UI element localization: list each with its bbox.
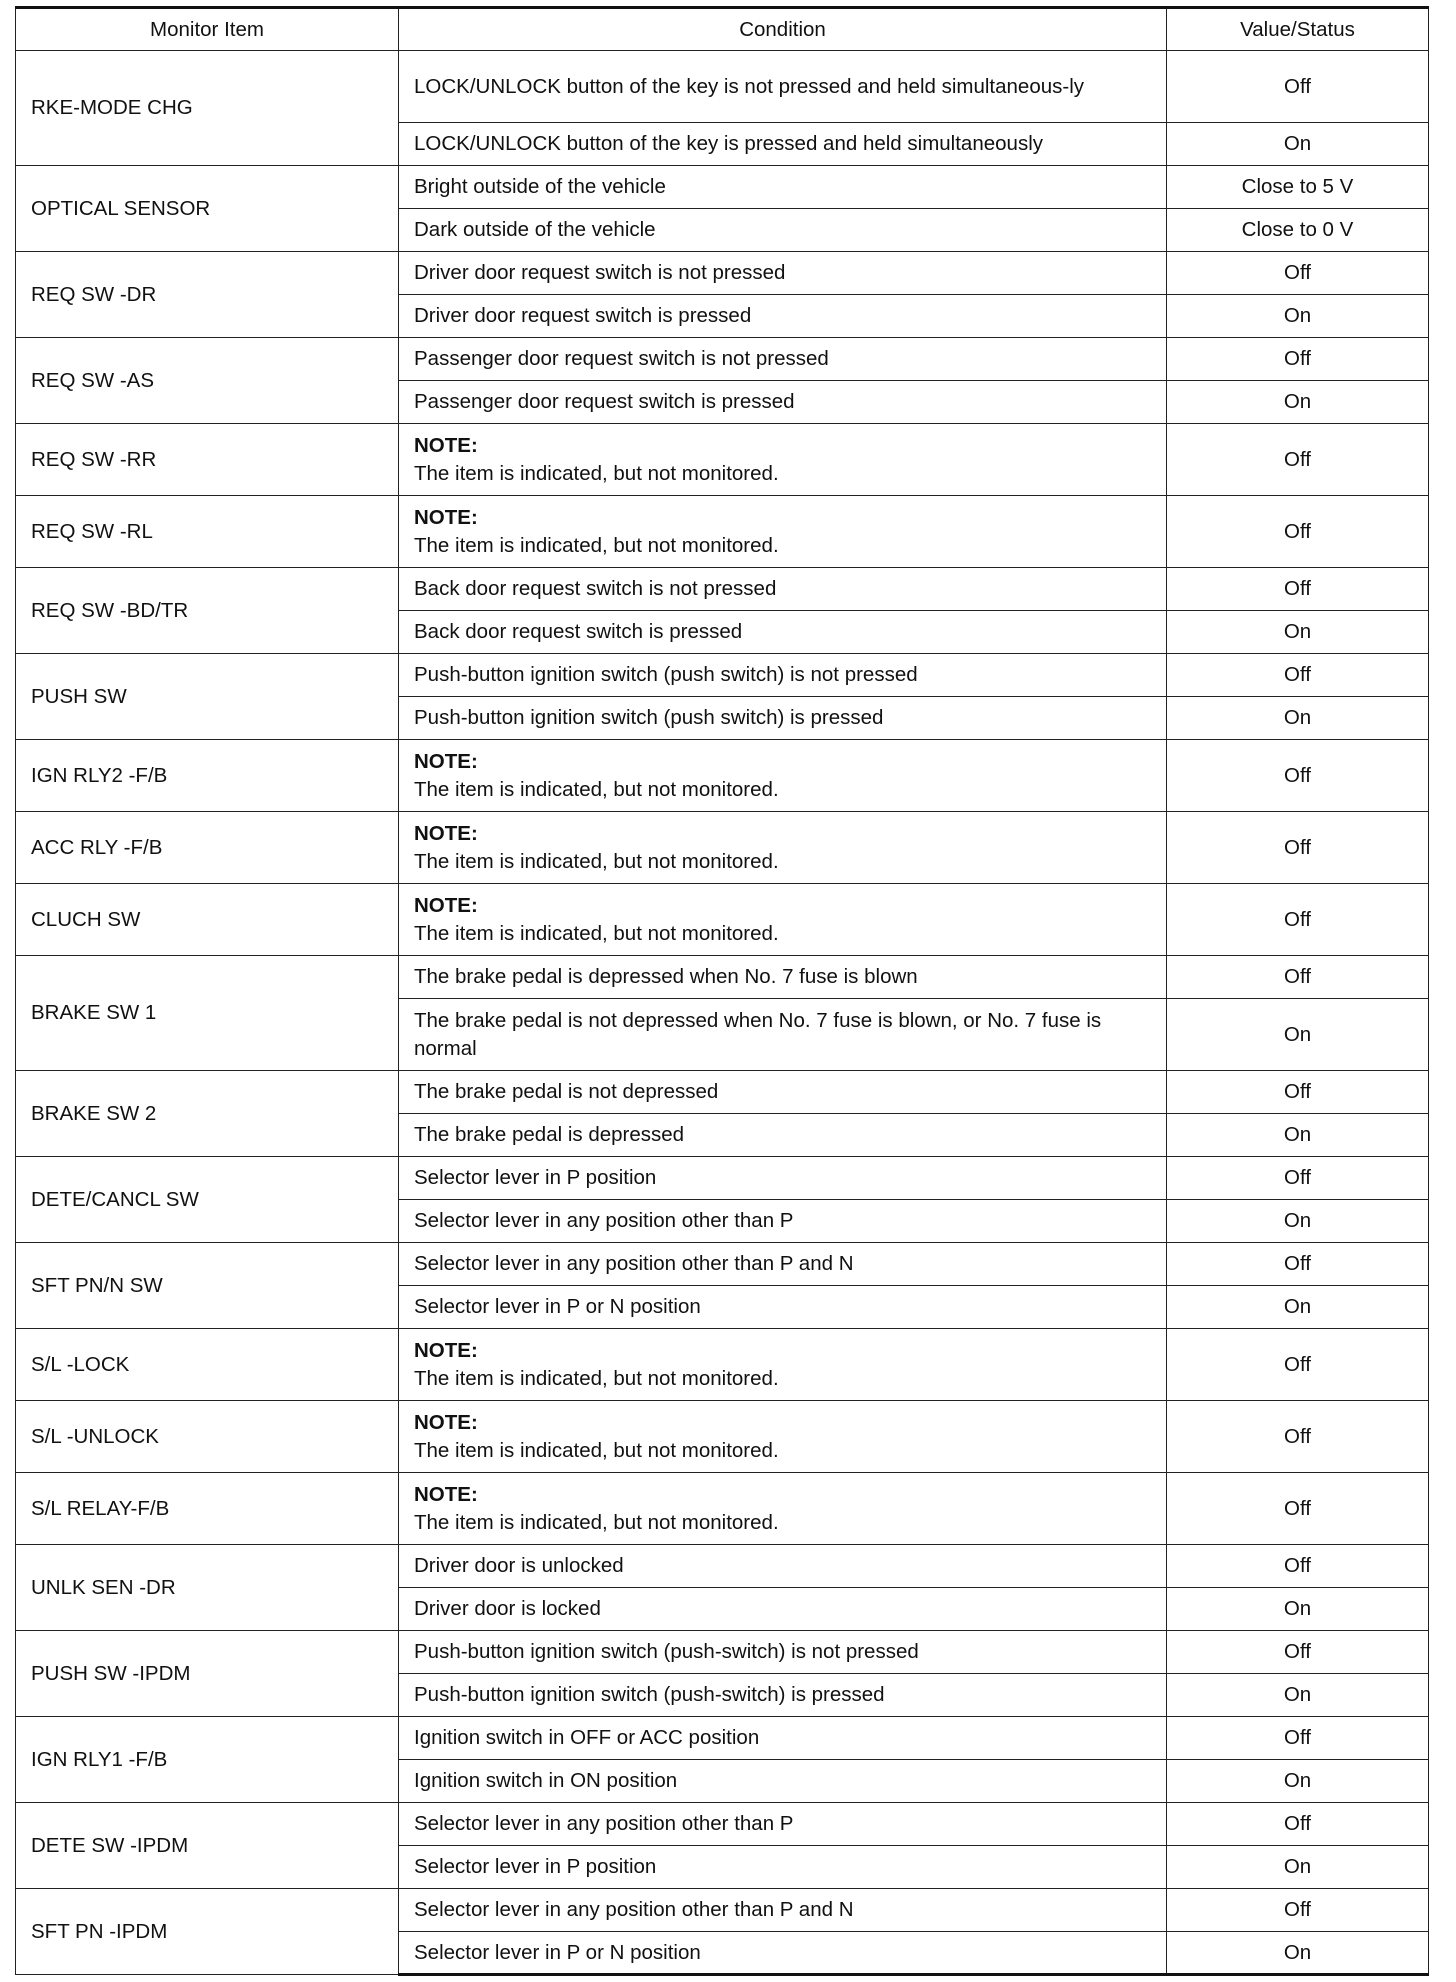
monitor-item-cell: IGN RLY2 -F/B — [16, 740, 399, 812]
value-status-cell: Off — [1167, 1717, 1429, 1760]
note-cell — [399, 496, 1167, 568]
value-status-cell: Off — [1167, 1329, 1429, 1401]
value-status-cell: Close to 0 V — [1167, 209, 1429, 252]
note-label: NOTE: — [414, 1482, 478, 1506]
value-status-cell: On — [1167, 381, 1429, 424]
condition-cell: Driver door is locked — [399, 1588, 1167, 1631]
condition-cell: Driver door request switch is pressed — [399, 295, 1167, 338]
condition-cell: The brake pedal is depressed when No. 7 fuse is blown — [399, 956, 1167, 999]
table-row — [16, 1243, 1429, 1286]
note-cell — [399, 1401, 1167, 1473]
monitor-item-cell: S/L RELAY-F/B — [16, 1473, 399, 1545]
table-row — [16, 1545, 1429, 1588]
value-status-cell: Off — [1167, 1803, 1429, 1846]
value-status-cell: On — [1167, 123, 1429, 166]
value-status-cell: Off — [1167, 1401, 1429, 1473]
value-status-cell: Off — [1167, 1889, 1429, 1932]
table-row — [16, 1889, 1429, 1932]
condition-cell: Selector lever in P or N position — [399, 1932, 1167, 1975]
value-status-cell: On — [1167, 1588, 1429, 1631]
monitor-item-cell: S/L -LOCK — [16, 1329, 399, 1401]
table-row — [16, 51, 1429, 123]
table-row — [16, 740, 1429, 812]
value-status-cell: Off — [1167, 1243, 1429, 1286]
monitor-item-cell: OPTICAL SENSOR — [16, 166, 399, 252]
note-cell — [399, 1329, 1167, 1401]
value-status-cell: Off — [1167, 1071, 1429, 1114]
value-status-cell: Off — [1167, 1473, 1429, 1545]
table-header-row — [16, 8, 1429, 51]
monitor-item-cell: REQ SW -BD/TR — [16, 568, 399, 654]
table-row — [16, 1803, 1429, 1846]
condition-cell: The brake pedal is not depressed when No. 7 fuse is blown, or No. 7 fuse is normal — [399, 999, 1167, 1071]
value-status-cell: On — [1167, 1760, 1429, 1803]
value-status-cell: On — [1167, 999, 1429, 1071]
monitor-item-cell: IGN RLY1 -F/B — [16, 1717, 399, 1803]
table-body — [16, 51, 1429, 1975]
note-label: NOTE: — [414, 505, 478, 529]
condition-cell: Selector lever in any position other than P — [399, 1803, 1167, 1846]
value-status-cell: Off — [1167, 812, 1429, 884]
value-status-cell: On — [1167, 1286, 1429, 1329]
header-condition: Condition — [399, 8, 1167, 51]
table-row — [16, 1717, 1429, 1760]
monitor-item-cell: REQ SW -AS — [16, 338, 399, 424]
value-status-cell: Off — [1167, 496, 1429, 568]
header-value-status: Value/Status — [1167, 8, 1429, 51]
monitor-item-cell: SFT PN/N SW — [16, 1243, 399, 1329]
note-text: The item is indicated, but not monitored. — [414, 849, 779, 873]
condition-cell: Driver door is unlocked — [399, 1545, 1167, 1588]
note-cell — [399, 1473, 1167, 1545]
condition-cell: Selector lever in any position other than P — [399, 1200, 1167, 1243]
value-status-cell: On — [1167, 1114, 1429, 1157]
value-status-cell: Off — [1167, 956, 1429, 999]
table-row — [16, 496, 1429, 568]
note-text: The item is indicated, but not monitored. — [414, 533, 779, 557]
condition-cell: LOCK/UNLOCK button of the key is not pressed and held simultaneous-ly — [399, 51, 1167, 123]
condition-cell: Selector lever in P position — [399, 1846, 1167, 1889]
condition-cell: Push-button ignition switch (push-switch) is not pressed — [399, 1631, 1167, 1674]
monitor-item-cell: PUSH SW -IPDM — [16, 1631, 399, 1717]
value-status-cell: Off — [1167, 740, 1429, 812]
condition-cell: Passenger door request switch is pressed — [399, 381, 1167, 424]
note-text: The item is indicated, but not monitored. — [414, 461, 779, 485]
value-status-cell: Off — [1167, 568, 1429, 611]
monitor-item-cell: BRAKE SW 1 — [16, 956, 399, 1071]
condition-cell: Ignition switch in OFF or ACC position — [399, 1717, 1167, 1760]
condition-cell: Ignition switch in ON position — [399, 1760, 1167, 1803]
monitor-item-cell: REQ SW -RR — [16, 424, 399, 496]
header-monitor-item: Monitor Item — [16, 8, 399, 51]
monitor-item-cell: DETE/CANCL SW — [16, 1157, 399, 1243]
note-label: NOTE: — [414, 1338, 478, 1362]
value-status-cell: On — [1167, 1200, 1429, 1243]
table-row — [16, 956, 1429, 999]
note-label: NOTE: — [414, 821, 478, 845]
value-status-cell: On — [1167, 1932, 1429, 1975]
monitor-item-cell: RKE-MODE CHG — [16, 51, 399, 166]
note-text: The item is indicated, but not monitored. — [414, 1438, 779, 1462]
condition-cell: Push-button ignition switch (push switch) is not pressed — [399, 654, 1167, 697]
monitor-item-cell: CLUCH SW — [16, 884, 399, 956]
condition-cell: Selector lever in any position other than P and N — [399, 1243, 1167, 1286]
value-status-cell: Off — [1167, 654, 1429, 697]
table-row — [16, 338, 1429, 381]
value-status-cell: Off — [1167, 1545, 1429, 1588]
monitor-item-cell: DETE SW -IPDM — [16, 1803, 399, 1889]
monitor-item-cell: S/L -UNLOCK — [16, 1401, 399, 1473]
condition-cell: Push-button ignition switch (push-switch) is pressed — [399, 1674, 1167, 1717]
value-status-cell: Off — [1167, 884, 1429, 956]
condition-cell: Push-button ignition switch (push switch) is pressed — [399, 697, 1167, 740]
note-label: NOTE: — [414, 749, 478, 773]
monitor-item-cell: UNLK SEN -DR — [16, 1545, 399, 1631]
condition-cell: Passenger door request switch is not pressed — [399, 338, 1167, 381]
value-status-cell: Off — [1167, 1157, 1429, 1200]
condition-cell: The brake pedal is not depressed — [399, 1071, 1167, 1114]
value-status-cell: On — [1167, 611, 1429, 654]
monitor-item-cell: PUSH SW — [16, 654, 399, 740]
monitor-item-table — [15, 6, 1429, 1976]
value-status-cell: Close to 5 V — [1167, 166, 1429, 209]
table-row — [16, 1157, 1429, 1200]
table-row — [16, 1631, 1429, 1674]
value-status-cell: On — [1167, 1846, 1429, 1889]
note-label: NOTE: — [414, 1410, 478, 1434]
table-row — [16, 1329, 1429, 1401]
condition-cell: Back door request switch is pressed — [399, 611, 1167, 654]
monitor-item-cell: REQ SW -DR — [16, 252, 399, 338]
value-status-cell: Off — [1167, 338, 1429, 381]
monitor-item-cell: BRAKE SW 2 — [16, 1071, 399, 1157]
condition-cell: The brake pedal is depressed — [399, 1114, 1167, 1157]
condition-cell: Bright outside of the vehicle — [399, 166, 1167, 209]
table-row — [16, 252, 1429, 295]
note-cell — [399, 812, 1167, 884]
table-row — [16, 1401, 1429, 1473]
condition-cell: Dark outside of the vehicle — [399, 209, 1167, 252]
condition-cell: Selector lever in any position other than P and N — [399, 1889, 1167, 1932]
condition-cell: Selector lever in P position — [399, 1157, 1167, 1200]
note-cell — [399, 884, 1167, 956]
note-text: The item is indicated, but not monitored. — [414, 1366, 779, 1390]
value-status-cell: Off — [1167, 1631, 1429, 1674]
table-row — [16, 654, 1429, 697]
table-row — [16, 1071, 1429, 1114]
condition-cell: Selector lever in P or N position — [399, 1286, 1167, 1329]
table-row — [16, 166, 1429, 209]
note-text: The item is indicated, but not monitored. — [414, 921, 779, 945]
note-label: NOTE: — [414, 893, 478, 917]
monitor-item-cell: REQ SW -RL — [16, 496, 399, 568]
condition-cell: Back door request switch is not pressed — [399, 568, 1167, 611]
monitor-item-cell: SFT PN -IPDM — [16, 1889, 399, 1975]
table-row — [16, 884, 1429, 956]
value-status-cell: Off — [1167, 252, 1429, 295]
note-text: The item is indicated, but not monitored. — [414, 777, 779, 801]
value-status-cell: Off — [1167, 51, 1429, 123]
note-label: NOTE: — [414, 433, 478, 457]
value-status-cell: On — [1167, 295, 1429, 338]
condition-cell: Driver door request switch is not pressed — [399, 252, 1167, 295]
value-status-cell: Off — [1167, 424, 1429, 496]
note-cell — [399, 740, 1167, 812]
note-text: The item is indicated, but not monitored. — [414, 1510, 779, 1534]
value-status-cell: On — [1167, 1674, 1429, 1717]
note-cell — [399, 424, 1167, 496]
table-row — [16, 568, 1429, 611]
table-row — [16, 812, 1429, 884]
value-status-cell: On — [1167, 697, 1429, 740]
monitor-item-cell: ACC RLY -F/B — [16, 812, 399, 884]
condition-cell: LOCK/UNLOCK button of the key is pressed and held simultaneously — [399, 123, 1167, 166]
table-row — [16, 1473, 1429, 1545]
table-row — [16, 424, 1429, 496]
